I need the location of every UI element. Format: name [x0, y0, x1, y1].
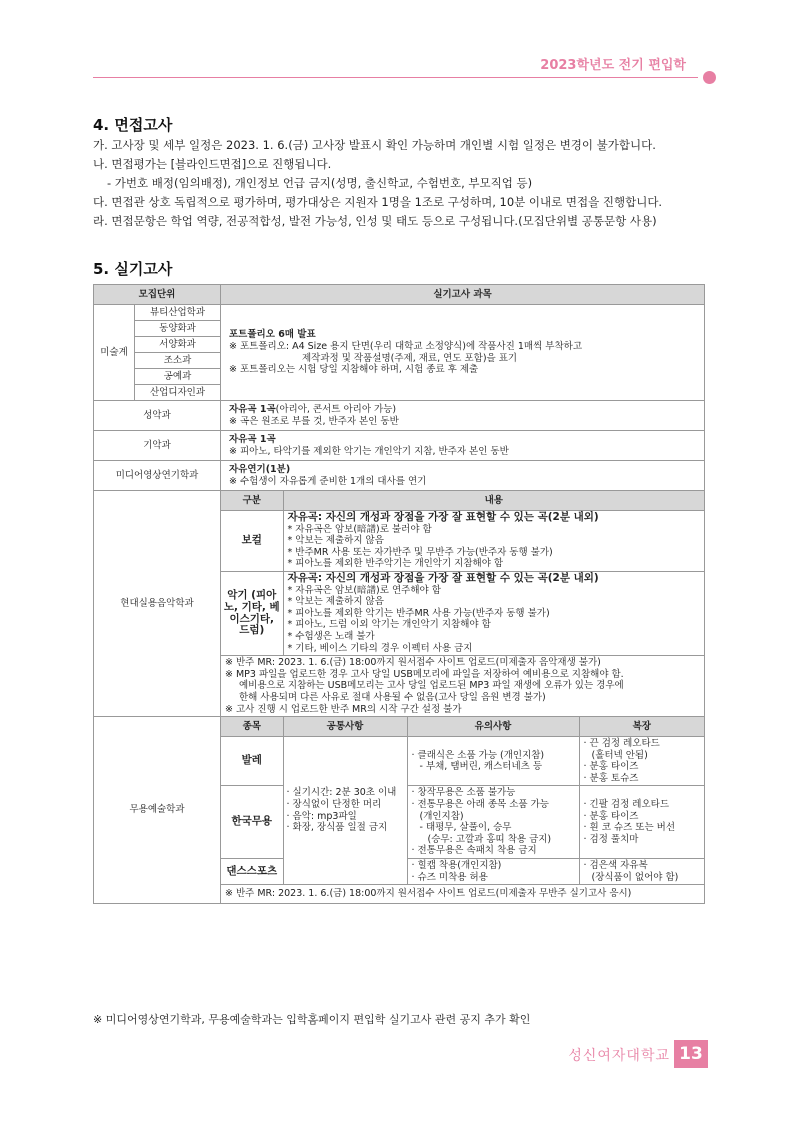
pop-subject	[221, 491, 705, 717]
pop-vocal-content	[283, 511, 704, 572]
dance-note: ※ 반주 MR: 2023. 1. 6.(금) 18:00까지 원서접수 사이트 업로드(미제출자 무반주 실기고사 응시)	[221, 885, 704, 903]
dance-sports-dress-1: · 검은색 자유복	[583, 860, 648, 872]
pop-note-4: 한해 사용되며 다른 사유로 절대 사용될 수 없음(고사 당일 음원 변경 불가)	[239, 691, 546, 703]
art-subject	[221, 305, 705, 401]
header-dot	[703, 71, 716, 84]
pop-vocal-title: 자유곡: 자신의 개성과 장점을 가장 잘 표현할 수 있는 곡(2분 내외)	[287, 511, 599, 523]
dance-ballet-caution-1: · 클래식은 소품 가능 (개인지참)	[411, 749, 545, 761]
dance-ballet-dress-1: · 끈 검정 레오타드	[583, 738, 660, 750]
dept-media-acting: 미디어영상연기학과	[94, 461, 221, 491]
pop-note-2: ※ MP3 파일을 업로드한 경우 고사 당일 USB메모리에 파일을 저장하여 예비용으로 지참해야 함.	[225, 668, 624, 680]
col-header-subject: 실기고사 과목	[221, 285, 705, 305]
pop-note-3: 예비용으로 지참하는 USB메모리는 고사 당일 업로드된 MP3 파일 재생에 오류가 있는 경우에	[239, 680, 624, 692]
pop-vocal-item-2: * 악보는 제출하지 않음	[287, 535, 384, 547]
dance-ballet-dress	[579, 737, 704, 786]
pop-instrument-title: 자유곡: 자신의 개성과 장점을 가장 잘 표현할 수 있는 곡(2분 내외)	[287, 571, 599, 584]
art-subject-note-3: ※ 포트폴리오는 시험 당일 지참해야 하며, 시험 종료 후 제출	[229, 364, 479, 376]
instr-subject-note: ※ 피아노, 타악기를 제외한 악기는 개인악기 지참, 반주자 본인 동반	[229, 445, 509, 457]
dance-korean-caution-2: · 전통무용은 아래 종목 소품 가능	[411, 799, 549, 811]
sec4-line-c: 다. 면접관 상호 독립적으로 평가하며, 평가대상은 지원자 1명을 1조로 구성하며, 10분 이내로 면접을 진행합니다.	[93, 195, 663, 209]
dance-korean-dress	[579, 786, 704, 859]
pop-instrument-item-5: * 수험생은 노래 불가	[287, 630, 375, 642]
dance-common	[283, 737, 407, 885]
header-rule	[93, 77, 698, 78]
art-subject-note-1: ※ 포트폴리오: A4 Size 용지 단면(우리 대학교 소정양식)에 작품사진 1매씩 부착하고	[229, 340, 582, 352]
art-group-label: 미술계	[94, 305, 135, 401]
dance-header-common: 공통사항	[283, 717, 407, 737]
pop-instrument-item-1: * 자유곡은 암보(暗譜)로 연주해야 함	[287, 584, 441, 596]
vocal-subject-title: 자유곡 1곡	[229, 403, 276, 415]
dance-common-2: · 장식없이 단정한 머리	[286, 799, 382, 811]
dance-sports-caution-1: · 힐캡 착용(개인지참)	[411, 860, 502, 872]
dance-korean-dress-2: · 분홍 타이즈	[583, 810, 639, 822]
dance-korean-caution	[407, 786, 579, 859]
dance-sports-dress-2: (장식품이 없어야 함)	[591, 871, 679, 883]
dance-sports-caution-2: · 슈즈 미착용 허용	[411, 871, 488, 883]
dance-ballet-caution	[407, 737, 579, 786]
vocal-subject-note: ※ 곡은 원조로 부를 것, 반주자 본인 동반	[229, 415, 399, 427]
dance-header-caution: 유의사항	[407, 717, 579, 737]
sec4-line-b-sub: - 가번호 배정(임의배정), 개인정보 언급 금지(성명, 출신학교, 수험번호, 부모직업 등)	[107, 176, 533, 190]
dance-ballet-dress-4: · 분홍 토슈즈	[583, 772, 639, 784]
pop-header-content: 내용	[283, 491, 704, 511]
sec4-line-a: 가. 고사장 및 세부 일정은 2023. 1. 6.(금) 고사장 발표시 확인 가능하며 개인별 시험 일정은 변경이 불가합니다.	[93, 138, 656, 152]
dept-sculpture: 조소과	[135, 353, 221, 369]
sec4-line-b: 나. 면접평가는 [블라인드면접]으로 진행됩니다.	[93, 157, 332, 171]
sec4-line-d: 라. 면접문항은 학업 역량, 전공적합성, 발전 가능성, 인성 및 태도 등으로 구성됩니다.(모집단위별 공통문항 사용)	[93, 214, 657, 228]
practical-exam-table	[93, 284, 705, 904]
dance-ballet-label: 발레	[221, 737, 283, 786]
pop-vocal-item-4: * 피아노를 제외한 반주악기는 개인악기 지참해야 함	[287, 558, 504, 570]
dance-header-dress: 복장	[579, 717, 704, 737]
pop-vocal-item-3: * 반주MR 사용 또는 자가반주 및 무반주 가능(반주자 동행 불가)	[287, 546, 553, 558]
dance-inner-table	[221, 717, 704, 903]
dance-common-4: · 화장, 장식품 일절 금지	[286, 822, 388, 834]
pop-note-5: ※ 고사 진행 시 업로드한 반주 MR의 시작 구간 설정 불가	[225, 703, 462, 715]
section-5-title: 5. 실기고사	[93, 260, 173, 278]
vocal-subject	[221, 401, 705, 431]
footer-brand: 성신여자대학교	[568, 1048, 670, 1064]
dance-ballet-caution-2: - 부채, 탬버린, 캐스터네츠 등	[419, 761, 542, 773]
dept-industrial-design: 산업디자인과	[135, 385, 221, 401]
pop-inner-table	[221, 491, 704, 716]
pop-vocal-label: 보컬	[221, 511, 283, 572]
pop-instrument-item-6: * 기타, 베이스 기타의 경우 이펙터 사용 금지	[287, 642, 473, 654]
dept-vocal: 성악과	[94, 401, 221, 431]
dance-sports-caution	[407, 859, 579, 885]
art-subject-title: 포트폴리오 6매 발표	[229, 329, 316, 341]
dance-korean-dress-1: · 긴팔 검정 레오타드	[583, 799, 669, 811]
dept-dance: 무용예술학과	[94, 717, 221, 904]
col-header-unit: 모집단위	[94, 285, 221, 305]
dance-korean-caution-3: (개인지참)	[419, 810, 464, 822]
dance-header-event: 종목	[221, 717, 283, 737]
dept-instrumental: 기악과	[94, 431, 221, 461]
dance-common-3: · 음악: mp3파일	[286, 810, 357, 822]
pop-instrument-item-3: * 피아노를 제외한 악기는 반주MR 사용 가능(반주자 동행 불가)	[287, 607, 550, 619]
art-subject-note-2: 제작과정 및 작품설명(주제, 재료, 연도 포함)을 표기	[302, 352, 518, 364]
pop-header-type: 구분	[221, 491, 283, 511]
media-subject	[221, 461, 705, 491]
dance-korean-caution-4: - 태평무, 살풀이, 승무	[419, 822, 512, 834]
footnote: ※ 미디어영상연기학과, 무용예술학과는 입학홈페이지 편입학 실기고사 관련 공지 추가 확인	[93, 1013, 531, 1026]
dance-korean-caution-5: (승무: 고깔과 홍띠 착용 금지)	[427, 833, 552, 845]
instr-subject	[221, 431, 705, 461]
pop-instrument-item-2: * 악보는 제출하지 않음	[287, 596, 384, 608]
dance-korean-label: 한국무용	[221, 786, 283, 859]
media-subject-note: ※ 수험생이 자유롭게 준비한 1개의 대사를 연기	[229, 475, 427, 487]
page-number: 13	[674, 1040, 708, 1068]
pop-instrument-label: 악기 (피아노, 기타, 베이스기타, 드럼)	[221, 571, 283, 655]
media-subject-title: 자유연기(1분)	[229, 463, 291, 475]
dance-korean-dress-4: · 검정 풀치마	[583, 833, 639, 845]
dance-korean-caution-1: · 창작무용은 소품 불가능	[411, 787, 516, 799]
dept-craft: 공예과	[135, 369, 221, 385]
dance-korean-dress-3: · 흰 코 슈즈 또는 버선	[583, 822, 676, 834]
dept-beauty: 뷰티산업학과	[135, 305, 221, 321]
dance-ballet-dress-2: (홀터넥 안됨)	[591, 749, 648, 761]
dept-western-painting: 서양화과	[135, 337, 221, 353]
dance-common-1: · 실기시간: 2분 30초 이내	[286, 787, 397, 799]
section-4-body	[93, 136, 662, 231]
pop-vocal-item-1: * 자유곡은 암보(暗譜)로 불러야 함	[287, 523, 432, 535]
pop-notes	[221, 656, 704, 716]
instr-subject-title: 자유곡 1곡	[229, 433, 276, 445]
dance-subject	[221, 717, 705, 904]
pop-note-1: ※ 반주 MR: 2023. 1. 6.(금) 18:00까지 원서접수 사이트 업로드(미제출자 음악재생 불가)	[225, 657, 601, 669]
section-4-title: 4. 면접고사	[93, 116, 173, 134]
dance-korean-caution-6: · 전통무용은 속패치 착용 금지	[411, 845, 537, 857]
header-title: 2023학년도 전기 편입학	[540, 58, 686, 73]
vocal-subject-detail: (아리아, 콘서트 아리아 가능)	[275, 403, 397, 415]
dance-sports-dress	[579, 859, 704, 885]
pop-instrument-item-4: * 피아노, 드럼 이외 악기는 개인악기 지참해야 함	[287, 619, 491, 631]
pop-instrument-content	[283, 571, 704, 655]
dance-sports-label: 댄스스포츠	[221, 859, 283, 885]
dept-oriental-painting: 동양화과	[135, 321, 221, 337]
dance-ballet-dress-3: · 분홍 타이즈	[583, 761, 639, 773]
dept-popular-music: 현대실용음악학과	[94, 491, 221, 717]
